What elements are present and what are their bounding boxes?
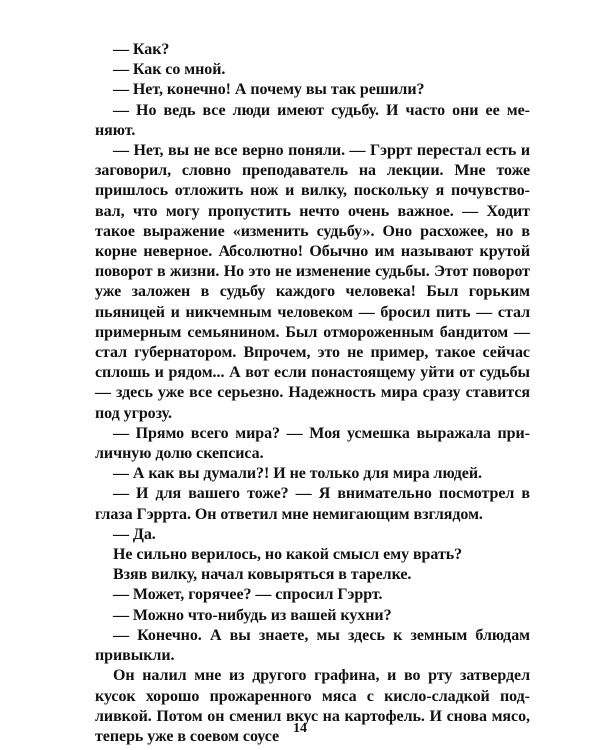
paragraph: Взяв вилку, начал ковыряться в тарелке. (113, 566, 412, 584)
paragraph: — Как? (113, 41, 170, 58)
paragraph: — Да. (113, 525, 156, 543)
paragraph: — Как со мной. (113, 61, 226, 79)
paragraph: Он налил мне из другого графина, и во рту затвердел кусок хорошо прожаренного мяса с кисло-сладкой подливкой. Потом он сменил вкус на картофель. И снова мясо, теперь уже в соевом соусе (95, 667, 530, 745)
paragraph: — Но ведь все люди имеют судьбу. И часто они ее меняют. (95, 101, 530, 139)
page-number: 14 (293, 721, 307, 736)
paragraph: — Можно что-нибудь из вашей кухни? (113, 606, 392, 624)
paragraph: Не сильно верилось, но какой смысл ему врать? (113, 546, 463, 564)
paragraph: — Может, горячее? — спросил Гэррт. (113, 586, 383, 604)
paragraph: — Нет, конечно! А почему вы так решили? (113, 81, 425, 99)
paragraph: — И для вашего тоже? — Я внимательно посмотрел в глаза Гэррта. Он ответил мне немигающим взглядом. (95, 485, 530, 523)
paragraph: — А как вы думали?! И не только для мира людей. (113, 465, 482, 483)
page-text (95, 40, 530, 747)
paragraph: — Прямо всего мира? — Моя усмешка выражала приличную долю скепсиса. (95, 424, 530, 463)
paragraph: — Конечно. А вы знаете, мы здесь к земным блюдам привыкли. (95, 626, 530, 665)
paragraph: — Нет, вы не все верно поняли. — Гэррт перестал есть и заговорил, словно преподаватель на лекции. Мне тоже пришлось отложить нож и вилку, поскольку я почувствовал, что могу пропустить нечто очень важное. — Ходит такое выражение «изменить судьбу». Оно расхожее, но в корне неверное. Абсолютно! Обычно им называют крутой поворот в жизни. Но это не изменение судьбы. Этот поворот уже заложен в судьбу каждого человека! Был горьким пьяницей и никчемным человеком — бросил пить — стал примерным семьянином. Был отмороженным бандитом — стал губернатором. Впрочем, это не пример, такое сейчас сплошь и рядом... А вот если понастоящему уйти от судьбы — здесь уже все серьезно. Надежность мира сразу ставится под угрозу. (95, 142, 530, 422)
